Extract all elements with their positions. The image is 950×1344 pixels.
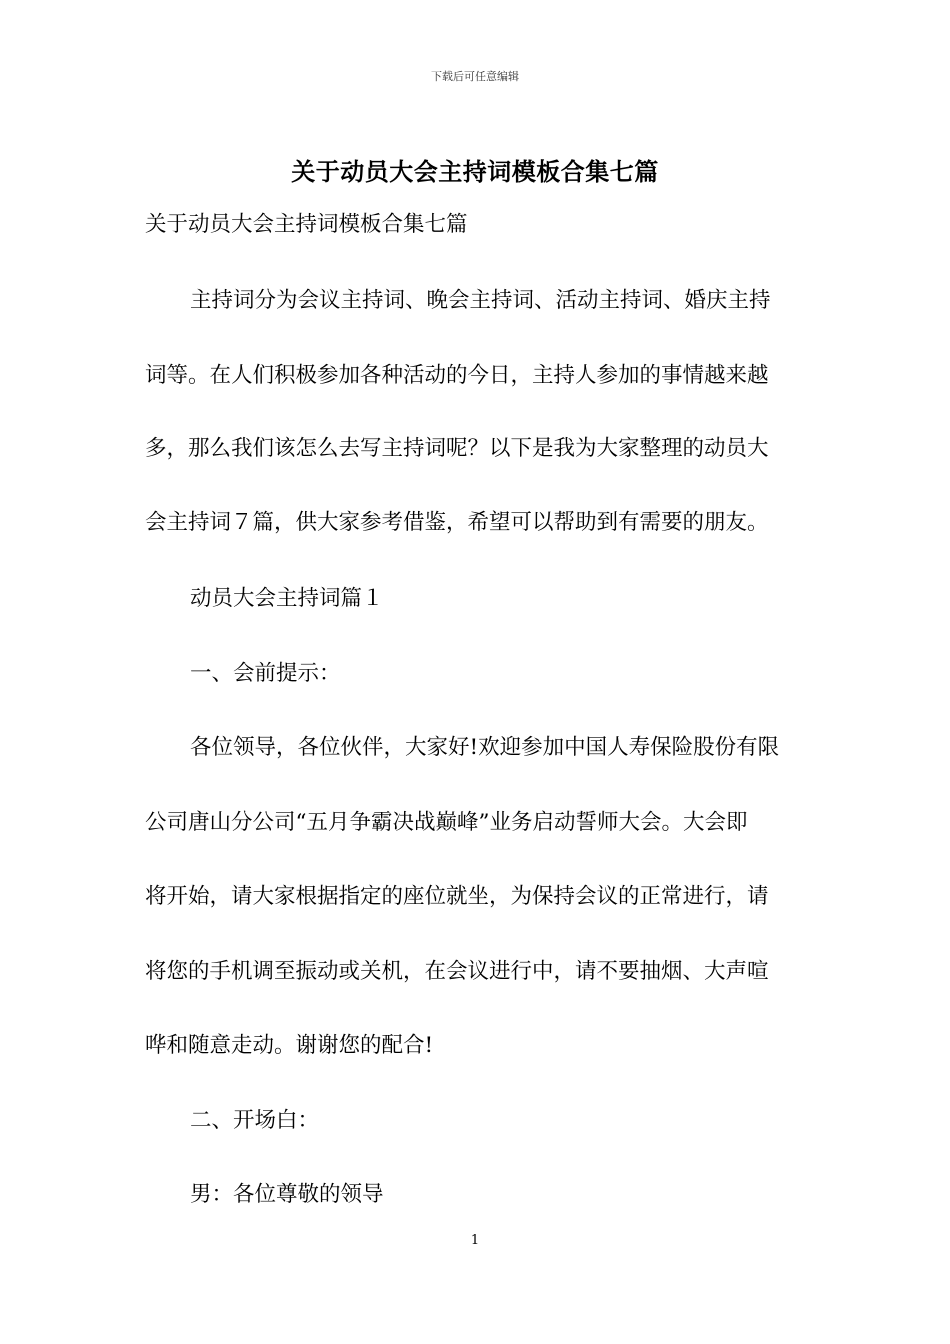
paragraph-line: 哗和随意走动。谢谢您的配合!	[145, 1033, 434, 1058]
section-heading: 一、会前提示：	[190, 661, 341, 686]
paragraph-line: 会主持词７篇，供大家参考借鉴，希望可以帮助到有需要的朋友。	[145, 510, 769, 535]
document-title: 关于动员大会主持词模板合集七篇	[291, 157, 659, 186]
paragraph-line: 多，那么我们该怎么去写主持词呢？以下是我为大家整理的动员大	[145, 436, 769, 461]
paragraph-line: 将开始，请大家根据指定的座位就坐，为保持会议的正常进行，请	[145, 884, 769, 909]
paragraph-line: 各位领导，各位伙伴，大家好!欢迎参加中国人寿保险股份有限	[190, 735, 780, 760]
header-note: 下载后可任意编辑	[431, 70, 519, 83]
paragraph-line: 公司唐山分公司“五月争霸决战巅峰”业务启动誓师大会。大会即	[145, 810, 748, 835]
paragraph-line: 男：各位尊敬的领导	[190, 1182, 384, 1207]
page-number: 1	[470, 1233, 480, 1248]
paragraph-line: 词等。在人们积极参加各种活动的今日，主持人参加的事情越来越	[145, 363, 769, 388]
paragraph-line: 主持词分为会议主持词、晚会主持词、活动主持词、婚庆主持	[190, 288, 771, 313]
section-heading: 二、开场白：	[190, 1108, 320, 1133]
section-heading: 动员大会主持词篇１	[190, 586, 384, 611]
document-subtitle: 关于动员大会主持词模板合集七篇	[145, 212, 468, 237]
paragraph-line: 将您的手机调至振动或关机，在会议进行中，请不要抽烟、大声喧	[145, 959, 769, 984]
